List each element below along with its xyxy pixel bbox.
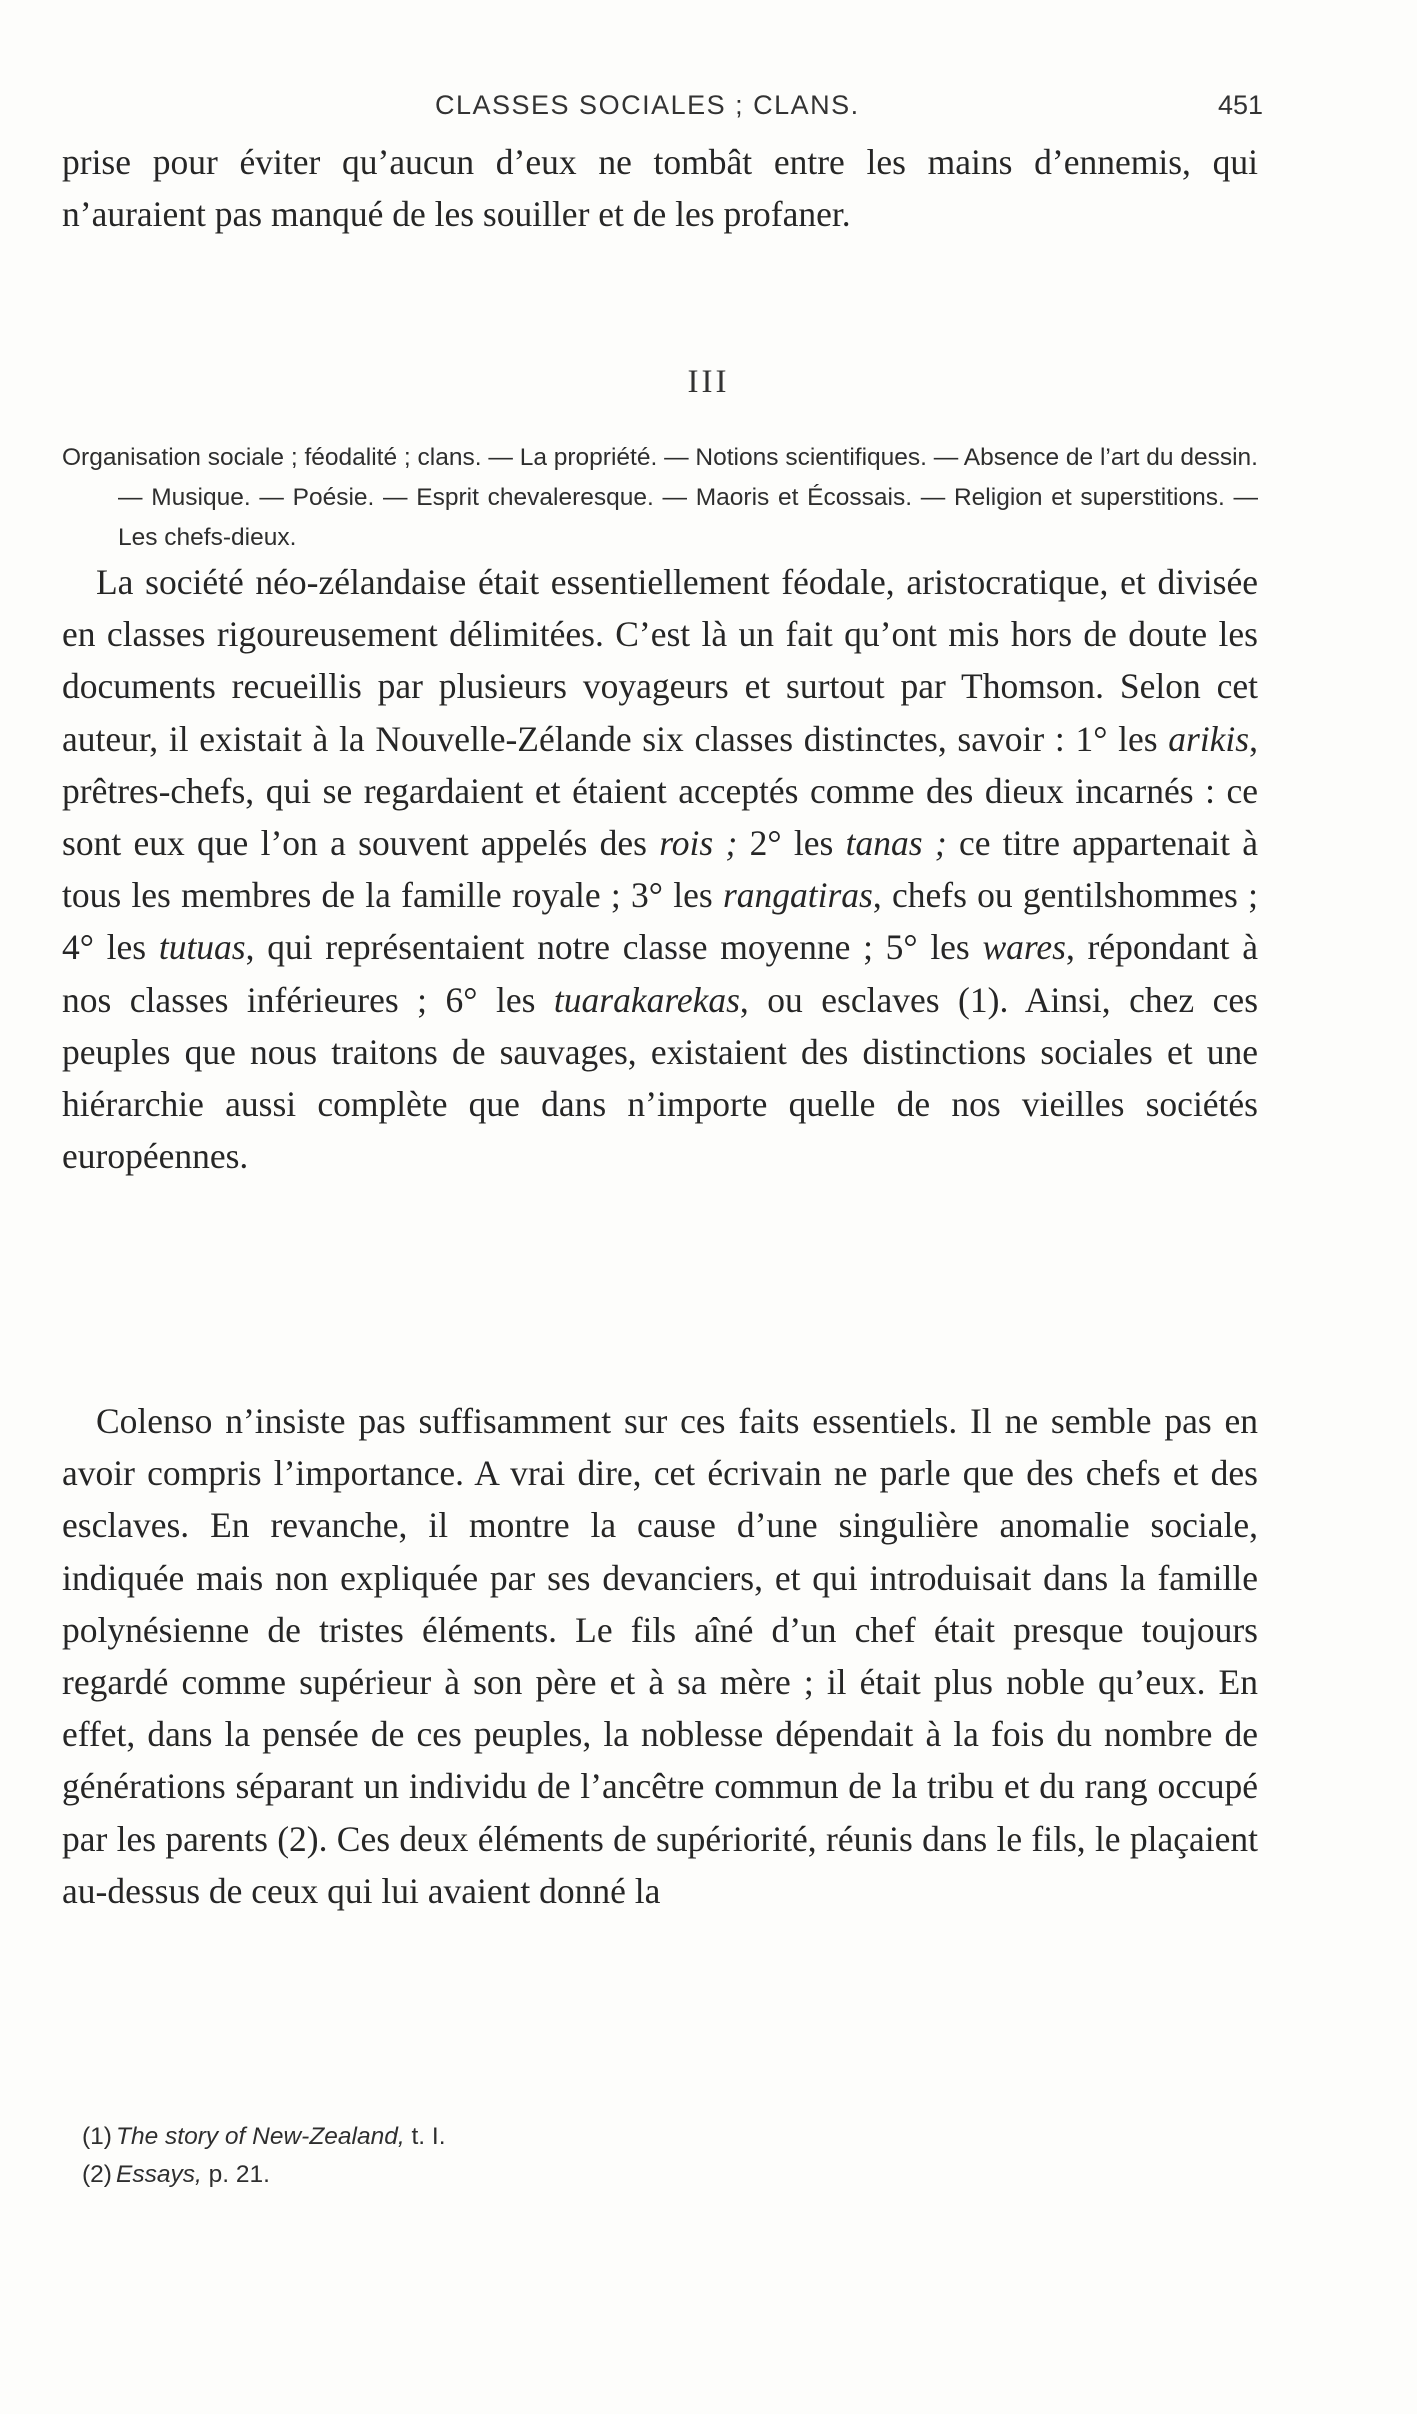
text-run: , chefs ou gentilshommes ; 4° les xyxy=(62,875,1258,968)
footnotes xyxy=(82,2118,1182,2194)
running-title: CLASSES SOCIALES ; CLANS. xyxy=(435,90,860,120)
footnote-title: Essays, xyxy=(116,2161,202,2188)
text-run: , répondant à nos classes inférieures ; 6° les xyxy=(62,927,1258,1020)
text-run: La société néo-zélandaise était essentiellement féodale, aristocratique, et divisée en classes rigoureusement délimitées. C’est là un fait qu’ont mis hors de doute les documents recueillis par plusieurs voyageurs et surtout par Thomson. Selon cet auteur, il existait à la Nouvelle-Zélande six classes distinctes, savoir : 1° les xyxy=(62,562,1258,759)
page-number: 451 xyxy=(1218,90,1264,120)
text-run: 2° les xyxy=(737,823,846,864)
italic-term: rangatiras xyxy=(722,875,873,916)
italic-term: rois ; xyxy=(659,823,738,864)
text-run: ce titre appartenait à tous les membres de la famille royale ; 3° les xyxy=(62,823,1259,916)
footnote-title: The story of New-Zealand, xyxy=(116,2123,405,2150)
text-run: , ou esclaves (1). Ainsi, chez ces peuples que nous traitons de sauvages, existaient des distinctions sociales et une hiérarchie aussi complète que dans n’importe quelle de nos vieilles sociétés européennes. xyxy=(62,979,1259,1177)
footnote-rest: p. 21. xyxy=(201,2161,270,2188)
running-head xyxy=(0,90,1417,130)
footnote-number: (2) xyxy=(82,2161,112,2188)
paragraph-social-classes xyxy=(62,556,1258,1182)
footnote xyxy=(82,2156,1182,2194)
section-numeral: III xyxy=(687,364,730,400)
italic-term: tanas ; xyxy=(845,823,947,864)
italic-term: tutuas xyxy=(158,927,246,968)
italic-term: wares xyxy=(982,927,1066,968)
section-summary: Organisation sociale ; féodalité ; clans. — La propriété. — Notions scientifiques. — Absence de l’art du dessin. — Musique. — Poésie. — Esprit chevaleresque. — Maoris et Écossais. — Religion et superstitions. — Les chefs-dieux. xyxy=(62,444,1258,551)
footnote xyxy=(82,2118,1182,2156)
italic-term: arikis xyxy=(1168,718,1250,759)
footnote-rest: t. I. xyxy=(404,2123,446,2150)
paragraph-colenso: Colenso n’insiste pas suffisamment sur ces faits essentiels. Il ne semble pas en avoir compris l’importance. A vrai dire, cet écrivain ne parle que des chefs et des esclaves. En revanche, il montre la cause d’une singulière anomalie sociale, indiquée mais non expliquée par ses devanciers, et qui introduisait dans la famille polynésienne de tristes éléments. Le fils aîné d’un chef était presque toujours regardé comme supérieur à son père et à sa mère ; il était plus noble qu’eux. En effet, dans la pensée de ces peuples, la noblesse dépendait à la fois du nombre de générations séparant un individu de l’ancêtre commun de la tribu et du rang occupé par les parents (2). Ces deux éléments de supériorité, réunis dans le fils, le plaçaient au-dessus de ceux qui lui avaient donné la xyxy=(62,1401,1258,1911)
text-run: , qui représentaient notre classe moyenne ; 5° les xyxy=(245,927,983,968)
italic-term: tuarakarekas xyxy=(553,979,740,1020)
footnote-number: (1) xyxy=(82,2123,112,2150)
text-run: , prêtres-chefs, qui se regardaient et étaient acceptés comme des dieux incarnés : ce sont eux que l’on a souvent appelés des xyxy=(62,718,1258,864)
paragraph-continuation: prise pour éviter qu’aucun d’eux ne tombât entre les mains d’ennemis, qui n’auraient pas manqué de les souiller et de les profaner. xyxy=(62,142,1258,235)
